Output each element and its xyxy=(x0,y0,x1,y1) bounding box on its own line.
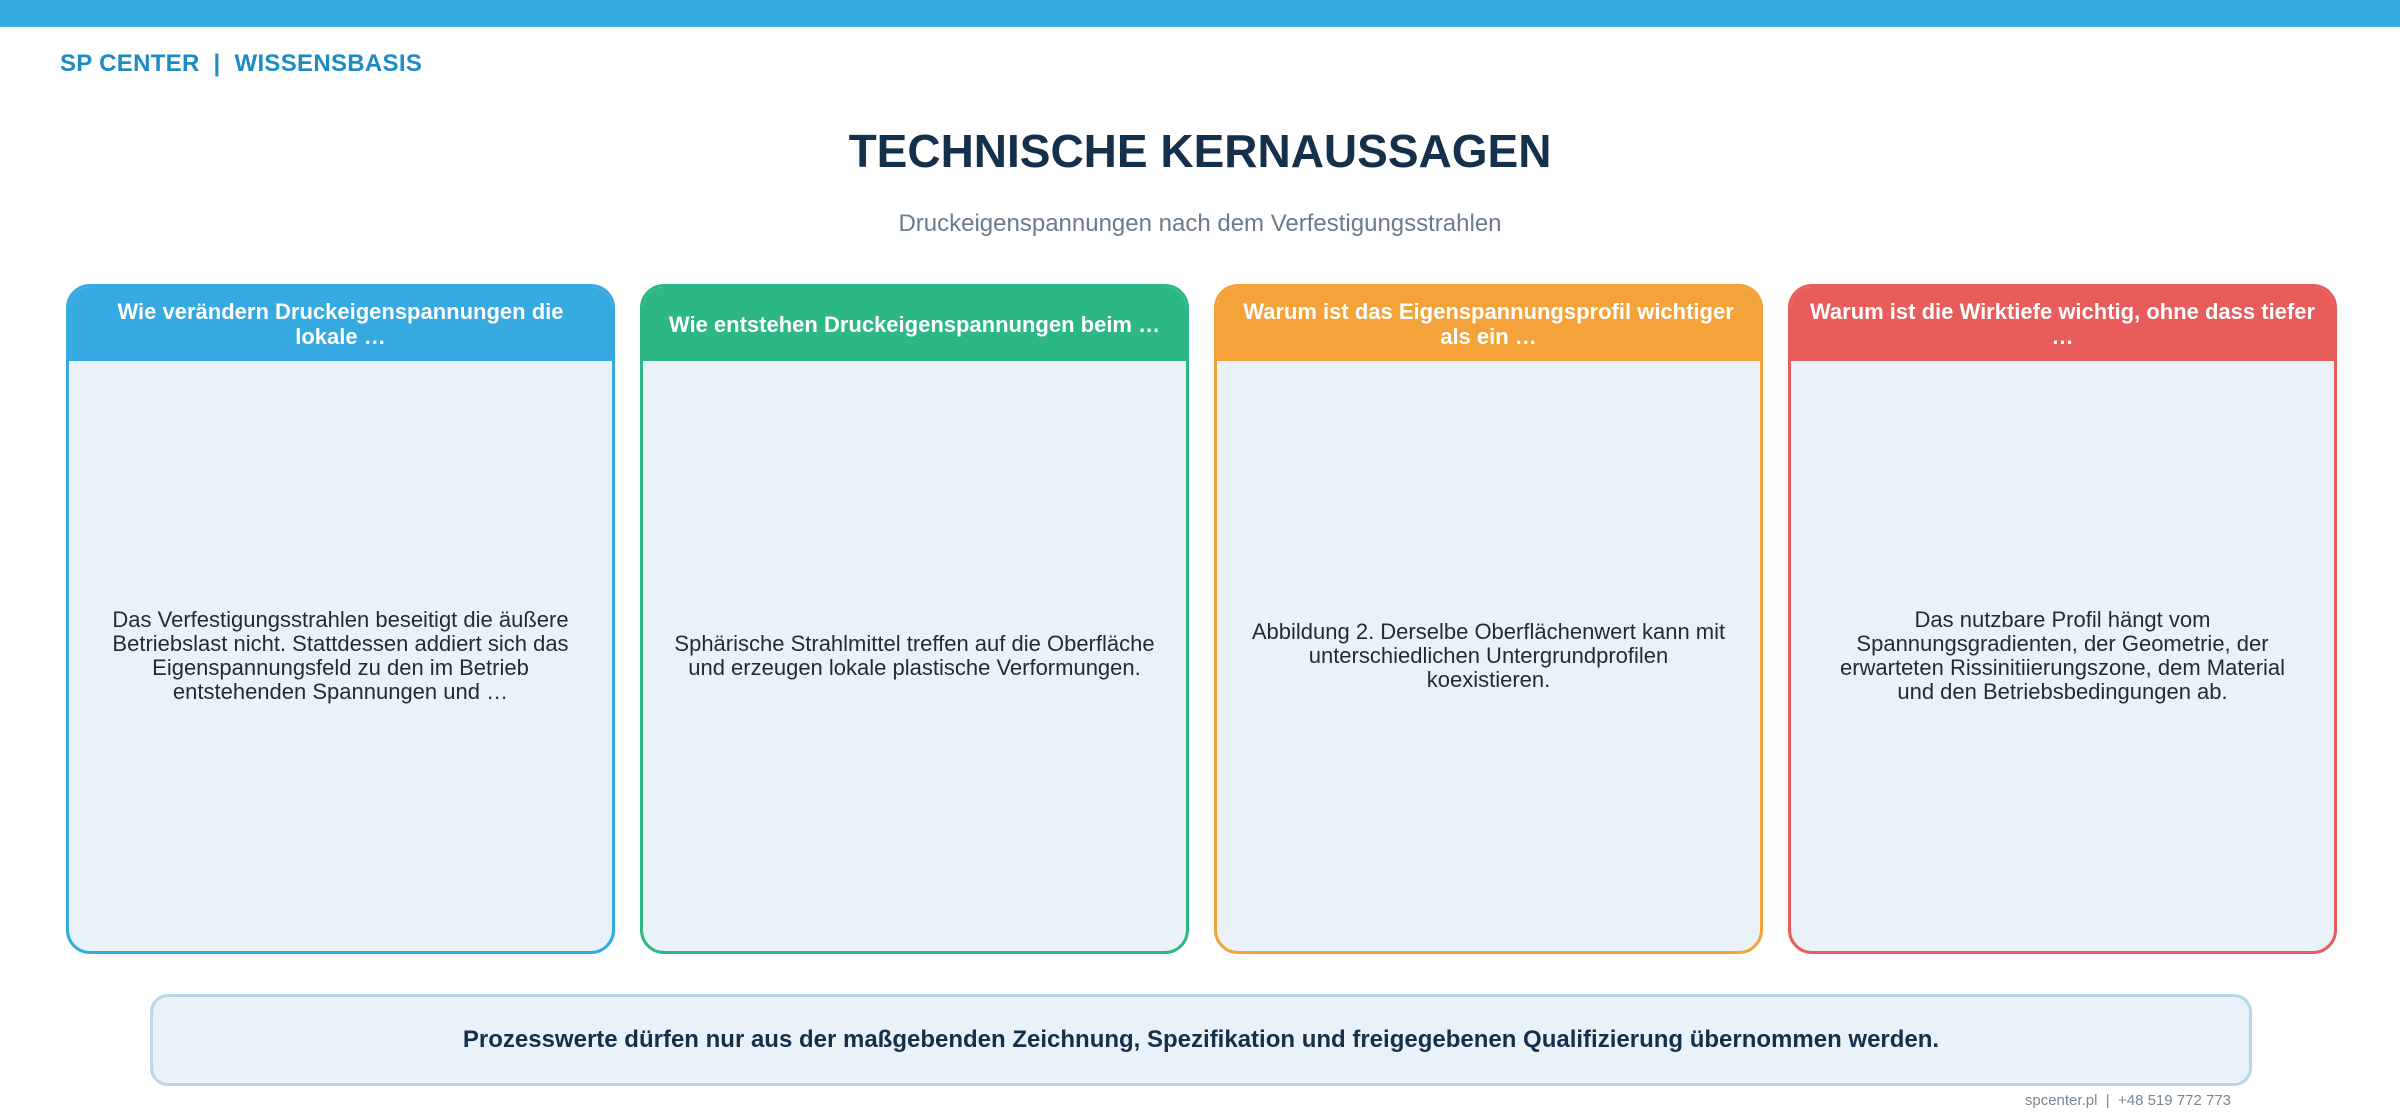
card-text: Sphärische Strahlmittel treffen auf die Oberfläche und erzeugen lokale plastische Verformungen. xyxy=(674,631,1155,680)
card-header: Wie verändern Druckeigenspannungen die lokale … xyxy=(69,287,612,361)
card-stress-formation xyxy=(640,284,1189,954)
card-header: Wie entstehen Druckeigenspannungen beim … xyxy=(643,287,1186,361)
card-header: Warum ist das Eigenspannungsprofil wichtiger als ein … xyxy=(1217,287,1760,361)
card-text: Das Verfestigungsstrahlen beseitigt die äußere Betriebslast nicht. Stattdessen addiert sich das Eigenspannungsfeld zu den im Betrieb entstehenden Spannungen und … xyxy=(112,607,569,704)
card-text: Abbildung 2. Derselbe Oberflächenwert kann mit unterschiedlichen Untergrundprofilen koexistieren. xyxy=(1251,619,1726,692)
page-title: TECHNISCHE KERNAUSSAGEN xyxy=(848,125,1552,177)
page-subtitle: Druckeigenspannungen nach dem Verfestigungsstrahlen xyxy=(898,210,1502,237)
card-stress-profile xyxy=(1214,284,1763,954)
footer-contact: spcenter.pl | +48 519 772 773 xyxy=(2024,1092,2231,1109)
card-text: Das nutzbare Profil hängt vom Spannungsgradienten, der Geometrie, der erwarteten Rissinitiierungszone, dem Material und den Betriebsbedingungen ab. xyxy=(1839,607,2286,704)
card-compressive-stress-load xyxy=(66,284,615,954)
top-accent-bar xyxy=(0,0,2400,27)
card-header: Warum ist die Wirktiefe wichtig, ohne dass tiefer … xyxy=(1791,287,2334,361)
process-values-note: Prozesswerte dürfen nur aus der maßgebenden Zeichnung, Spezifikation und freigegebenen Qualifizierung übernommen werden. xyxy=(150,994,2252,1086)
brand-label: SP CENTER | WISSENSBASIS xyxy=(60,50,423,77)
card-effective-depth xyxy=(1788,284,2337,954)
